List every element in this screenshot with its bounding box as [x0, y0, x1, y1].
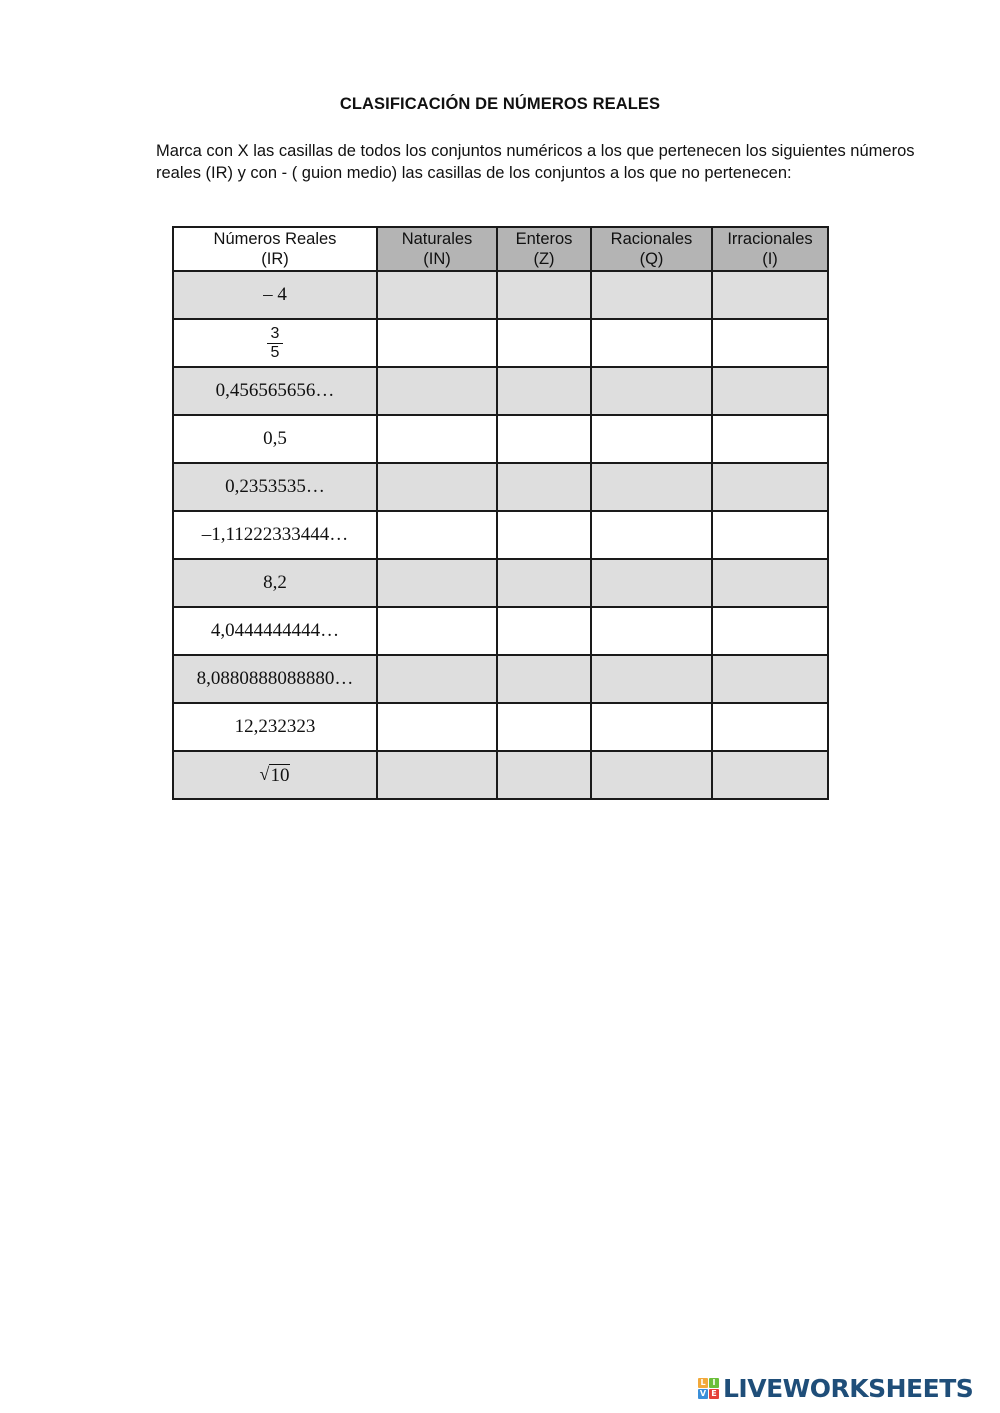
answer-cell-enteros[interactable] [497, 655, 591, 703]
radicand: 10 [270, 764, 290, 786]
header-racionales-name: Racionales [610, 230, 693, 248]
answer-cell-naturales[interactable] [377, 319, 497, 367]
answer-cell-enteros[interactable] [497, 559, 591, 607]
answer-cell-racionales[interactable] [591, 703, 712, 751]
header-irracionales-symbol: (I) [762, 250, 778, 268]
logo-mark-icon [698, 1378, 719, 1399]
number-cell [173, 751, 377, 799]
logo-mark-tile: E [709, 1389, 719, 1399]
answer-cell-enteros[interactable] [497, 271, 591, 319]
answer-cell-irracionales[interactable] [712, 415, 828, 463]
liveworksheets-logo [698, 1374, 973, 1403]
header-enteros [497, 227, 591, 271]
answer-cell-enteros[interactable] [497, 319, 591, 367]
table-row [173, 703, 828, 751]
answer-cell-enteros[interactable] [497, 607, 591, 655]
answer-cell-naturales[interactable] [377, 607, 497, 655]
header-naturales [377, 227, 497, 271]
header-irracionales-name: Irracionales [727, 230, 813, 248]
logo-mark-tile: L [698, 1378, 708, 1388]
table-row [173, 559, 828, 607]
answer-cell-naturales[interactable] [377, 559, 497, 607]
answer-cell-irracionales[interactable] [712, 271, 828, 319]
header-reales-name: Números Reales [213, 230, 337, 248]
answer-cell-racionales[interactable] [591, 319, 712, 367]
answer-cell-irracionales[interactable] [712, 367, 828, 415]
answer-cell-irracionales[interactable] [712, 463, 828, 511]
brand-name: LIVEWORKSHEETS [723, 1374, 974, 1403]
table-row [173, 319, 828, 367]
answer-cell-irracionales[interactable] [712, 511, 828, 559]
table-row [173, 367, 828, 415]
table-row [173, 655, 828, 703]
header-naturales-name: Naturales [401, 230, 473, 248]
number-cell: 0,456565656… [173, 367, 377, 415]
header-irracionales [712, 227, 828, 271]
answer-cell-irracionales[interactable] [712, 559, 828, 607]
number-cell: 0,5 [173, 415, 377, 463]
header-racionales-symbol: (Q) [639, 250, 664, 268]
number-cell: 8,2 [173, 559, 377, 607]
number-cell: 8,0880888088880… [173, 655, 377, 703]
answer-cell-racionales[interactable] [591, 607, 712, 655]
answer-cell-naturales[interactable] [377, 511, 497, 559]
answer-cell-racionales[interactable] [591, 415, 712, 463]
number-cell: – 4 [173, 271, 377, 319]
answer-cell-irracionales[interactable] [712, 319, 828, 367]
answer-cell-enteros[interactable] [497, 703, 591, 751]
radical-sign: √ [259, 763, 270, 784]
answer-cell-racionales[interactable] [591, 511, 712, 559]
answer-cell-naturales[interactable] [377, 655, 497, 703]
answer-cell-naturales[interactable] [377, 751, 497, 799]
answer-cell-racionales[interactable] [591, 751, 712, 799]
number-cell: 12,232323 [173, 703, 377, 751]
fraction-denominator: 5 [267, 343, 284, 362]
header-naturales-symbol: (IN) [423, 250, 451, 268]
logo-mark-tile: I [709, 1378, 719, 1388]
answer-cell-racionales[interactable] [591, 367, 712, 415]
answer-cell-racionales[interactable] [591, 463, 712, 511]
answer-cell-irracionales[interactable] [712, 655, 828, 703]
page-title: CLASIFICACIÓN DE NÚMEROS REALES [339, 95, 661, 113]
fraction [267, 325, 284, 362]
answer-cell-irracionales[interactable] [712, 703, 828, 751]
table-row [173, 415, 828, 463]
table-row [173, 607, 828, 655]
answer-cell-racionales[interactable] [591, 559, 712, 607]
header-enteros-symbol: (Z) [533, 250, 555, 268]
header-reales-symbol: (IR) [261, 250, 289, 268]
answer-cell-racionales[interactable] [591, 271, 712, 319]
instructions-text: Marca con X las casillas de todos los conjuntos numéricos a los que pertenecen los siguientes números reales (IR) y con - ( guion medio) las casillas de los conjuntos a los que no pertenecen: [156, 142, 915, 182]
answer-cell-enteros[interactable] [497, 511, 591, 559]
answer-cell-enteros[interactable] [497, 367, 591, 415]
answer-cell-naturales[interactable] [377, 367, 497, 415]
table-row [173, 511, 828, 559]
fraction-numerator: 3 [270, 324, 280, 342]
table-row [173, 463, 828, 511]
classification-table [172, 226, 829, 800]
logo-mark-tile: V [699, 1389, 707, 1398]
number-cell: –1,11222333444… [173, 511, 377, 559]
table-row [173, 751, 828, 799]
header-reales [173, 227, 377, 271]
answer-cell-naturales[interactable] [377, 415, 497, 463]
header-racionales [591, 227, 712, 271]
number-cell: 0,2353535… [173, 463, 377, 511]
header-row [173, 227, 828, 271]
number-cell [173, 319, 377, 367]
header-enteros-name: Enteros [515, 230, 573, 248]
answer-cell-enteros[interactable] [497, 751, 591, 799]
answer-cell-naturales[interactable] [377, 703, 497, 751]
answer-cell-racionales[interactable] [591, 655, 712, 703]
answer-cell-irracionales[interactable] [712, 607, 828, 655]
answer-cell-irracionales[interactable] [712, 751, 828, 799]
number-cell: 4,0444444444… [173, 607, 377, 655]
answer-cell-naturales[interactable] [377, 463, 497, 511]
table-row [173, 271, 828, 319]
answer-cell-enteros[interactable] [497, 463, 591, 511]
answer-cell-enteros[interactable] [497, 415, 591, 463]
answer-cell-naturales[interactable] [377, 271, 497, 319]
square-root [260, 764, 291, 787]
